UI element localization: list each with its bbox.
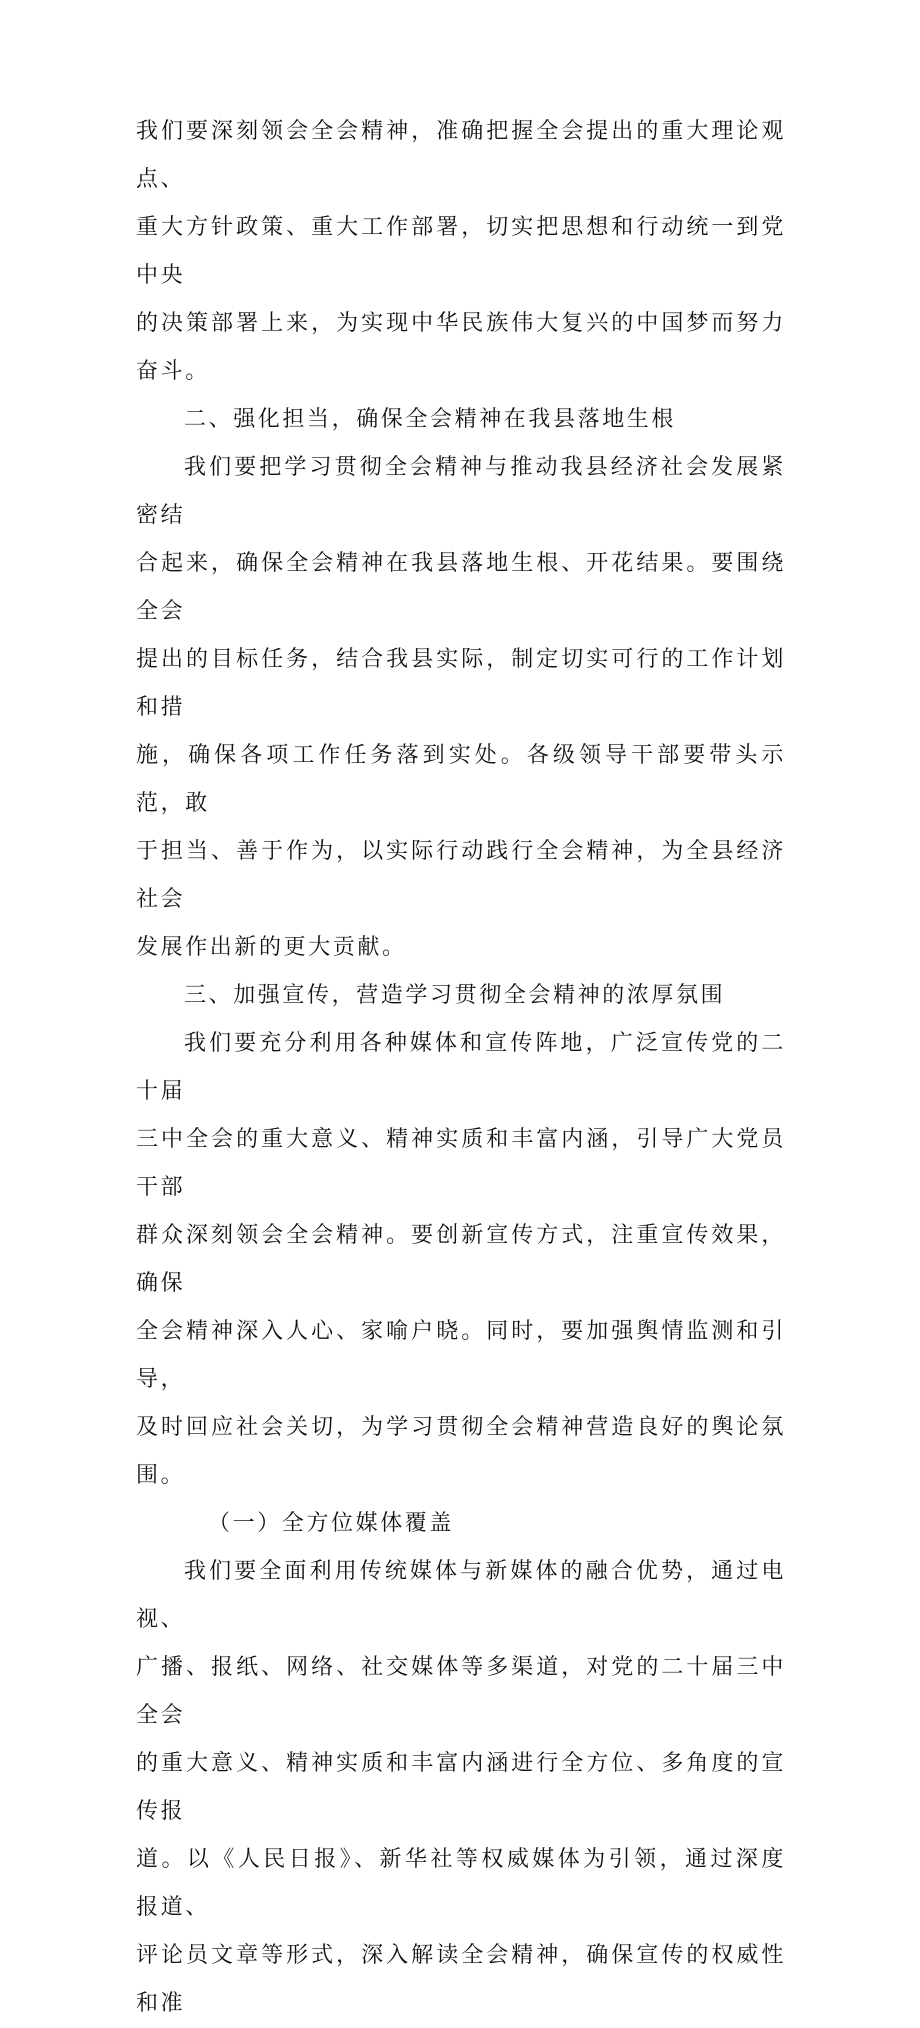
paragraph-section-3: 我们要充分利用各种媒体和宣传阵地，广泛宣传党的二十届 三中全会的重大意义、精神实质和丰富内涵，引导广大党员干部 群众深刻领会全会精神。要创新宣传方式，注重宣传效果，确保 全会精神深入人心、家喻户晓。同时，要加强舆情监测和引导， 及时回应社会关切，为学习贯彻全会精神营造良好的舆论氛围。	[136, 1031, 786, 1488]
section-heading-2: 二、强化担当，确保全会精神在我县落地生根	[184, 407, 677, 432]
paragraph-subsection-1: 我们要全面利用传统媒体与新媒体的融合优势，通过电视、 广播、报纸、网络、社交媒体等多渠道，对党的二十届三中全会 的重大意义、精神实质和丰富内涵进行全方位、多角度的宣传报 道。以《人民日报》、新华社等权威媒体为引领，通过深度报道、 评论员文章等形式，深入解读全会精神，确保宣传的权威性和准	[136, 1559, 786, 2016]
subsection-heading-1: （一）全方位媒体覆盖	[208, 1511, 455, 1536]
paragraph-continued: 我们要深刻领会全会精神，准确把握全会提出的重大理论观点、 重大方针政策、重大工作部署，切实把思想和行动统一到党中央 的决策部署上来，为实现中华民族伟大复兴的中国梦而努力奋斗。	[136, 119, 786, 384]
document-body	[136, 108, 786, 2028]
section-heading-3: 三、加强宣传，营造学习贯彻全会精神的浓厚氛围	[184, 983, 726, 1008]
paragraph-section-2: 我们要把学习贯彻全会精神与推动我县经济社会发展紧密结 合起来，确保全会精神在我县落地生根、开花结果。要围绕全会 提出的目标任务，结合我县实际，制定切实可行的工作计划和措 施，确保各项工作任务落到实处。各级领导干部要带头示范，敢 于担当、善于作为，以实际行动践行全会精神，为全县经济社会 发展作出新的更大贡献。	[136, 455, 786, 960]
